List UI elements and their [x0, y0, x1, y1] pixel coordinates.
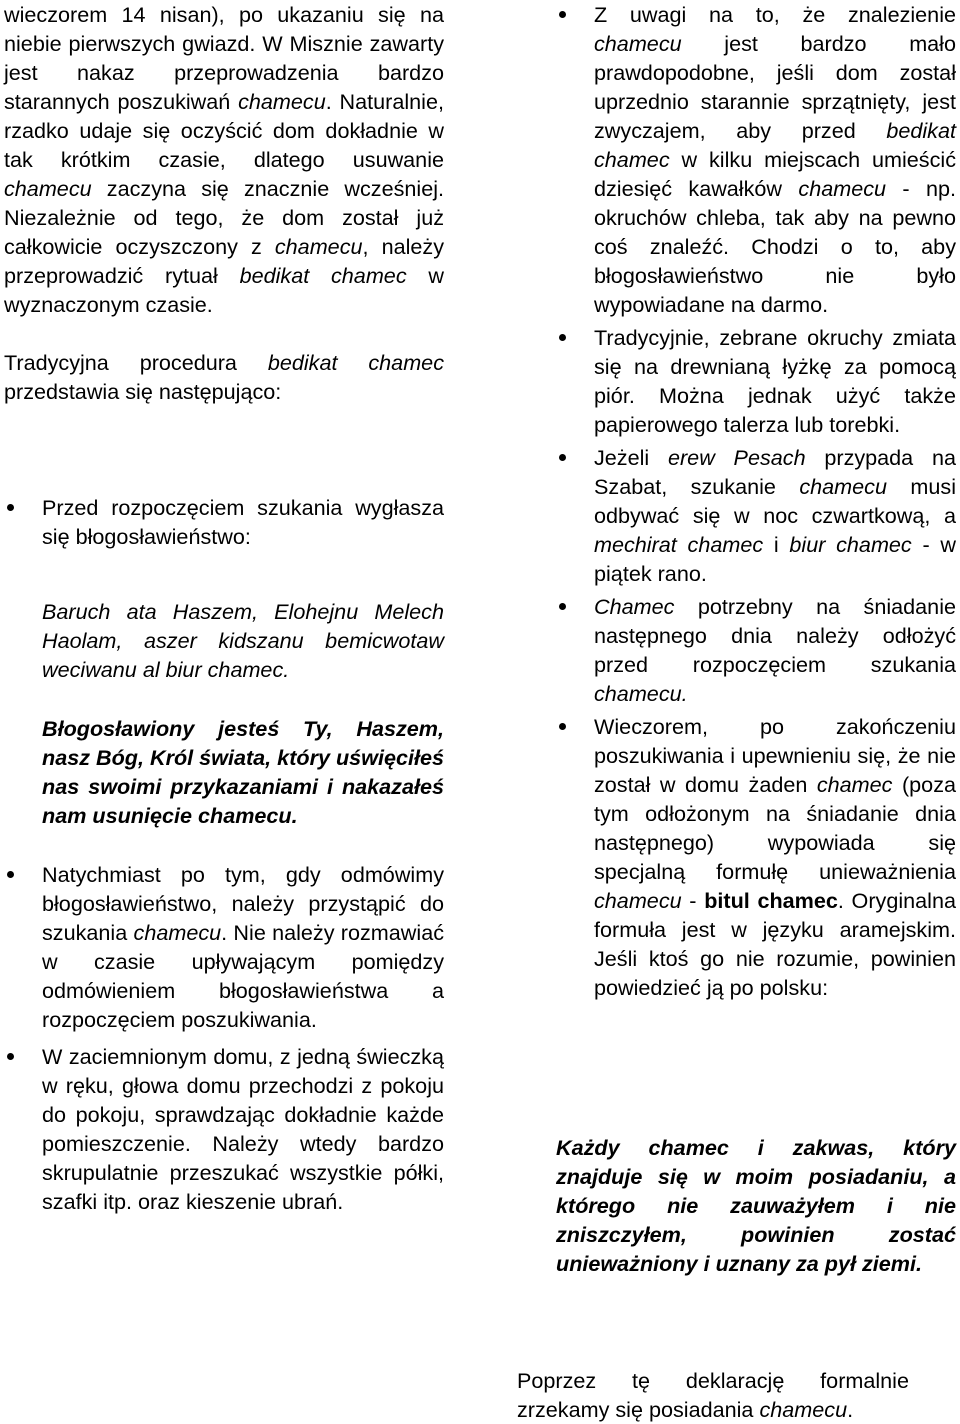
- text-run: . Naturalnie, rzadko udaje się oczyścić dom dokładnie w tak krótkim czasie, dlatego usuwanie: [4, 89, 444, 172]
- text-run: i: [763, 532, 790, 557]
- text-run: chamecu: [594, 31, 682, 56]
- bullet-ten-pieces: [556, 0, 956, 319]
- text-run: bedikat chamec: [594, 118, 956, 172]
- text-run: w wyznaczonym czasie.: [4, 263, 444, 317]
- text-run: bedikat chamec: [267, 350, 444, 375]
- text-run: zaczyna się znacznie wcześniej. Niezależnie od tego, że dom został już całkowicie oczyszczony z: [4, 176, 444, 259]
- text-run: chamecu: [759, 1397, 848, 1422]
- blessing-translation: Błogosławiony jesteś Ty, Haszem, nasz Bóg, Król świata, który uświęciłeś nas swoimi przykazaniami i nakazałeś nam usunięcie chamecu.: [42, 716, 445, 828]
- text-run: bitul chamec: [704, 888, 838, 913]
- bullet-bitul: [556, 712, 956, 1002]
- bullet-shabbat: [556, 443, 956, 588]
- text-run: - np. okruchów chleba, tak aby na pewno coś znaleźć. Chodzi o to, aby błogosławieństwo nie było wypowiadane na darmo.: [594, 176, 956, 317]
- text-run: wieczorem 14 nisan), po ukazaniu się na niebie pierwszych gwiazd. W Misznie zawarty jest nakaz przeprowadzenia bardzo starannych poszukiwań: [4, 2, 444, 114]
- text-run: w kilku miejscach umieścić dziesięć kawałków: [594, 147, 956, 201]
- blessing-transliteration: Baruch ata Haszem, Elohejnu Melech Haolam, aszer kidszanu bemicwotaw weciwanu al biur chamec.: [42, 599, 444, 682]
- text-run: , należy przeprowadzić rytuał: [4, 234, 445, 288]
- text-run: przypada na Szabat, szukanie: [594, 445, 956, 499]
- text-run: Tradycyjnie, zebrane okruchy zmiata się na drewnianą łyżkę za pomocą piór. Można jednak użyć także papierowego talerza lub torebki.: [594, 325, 956, 437]
- paragraph-procedure-intro: [4, 348, 444, 406]
- text-run: Tradycyjna procedura: [4, 350, 268, 375]
- right-column: [556, 0, 956, 1002]
- text-run: .: [847, 1397, 854, 1422]
- text-run: chamecu: [4, 176, 92, 201]
- text-run: potrzebny na śniadanie następnego dnia należy odłożyć przed rozpoczęciem szukania: [594, 594, 956, 677]
- text-run: chamecu: [799, 474, 887, 499]
- text-run: musi odbywać się w noc czwartkową, a: [594, 474, 957, 528]
- text-run: - w piątek rano.: [594, 532, 956, 586]
- text-run: chamec: [816, 772, 893, 797]
- text-run: mechirat chamec: [594, 532, 764, 557]
- bullet-crumbs: [556, 323, 956, 439]
- bitul-declaration: Każdy chamec i zakwas, który znajduje się w moim posiadaniu, a którego nie zauważyłem i nie zniszczyłem, powinien zostać unieważniony i uznany za pył ziemi.: [556, 1135, 956, 1276]
- declaration-block: [556, 1133, 956, 1278]
- bullet-blessing-intro: Przed rozpoczęciem szukania wygłasza się błogosławieństwo:: [4, 493, 444, 551]
- text-run: chamecu: [798, 176, 887, 201]
- text-run: biur chamec: [789, 532, 912, 557]
- bullet-start-search: [4, 860, 444, 1034]
- text-run: Poprzez tę deklarację formalnie zrzekamy się posiadania: [517, 1368, 909, 1422]
- left-column: [4, 0, 444, 1216]
- text-run: Chamec: [594, 594, 675, 619]
- text-run: chamecu: [274, 234, 363, 259]
- text-run: chamecu: [133, 920, 222, 945]
- text-run: Jeżeli: [594, 445, 668, 470]
- text-run: . Nie należy rozmawiać w czasie upływającym pomiędzy odmówieniem błogosławieństwa a rozpoczęciem poszukiwania.: [42, 920, 444, 1032]
- final-paragraph: [517, 1366, 909, 1424]
- text-run: -: [681, 888, 705, 913]
- text-run: erew Pesach: [667, 445, 806, 470]
- text-run: . Oryginalna formuła jest w języku aramejskim. Jeśli ktoś go nie rozumie, powinien powiedzieć ją po polsku:: [594, 888, 956, 1000]
- text-run: (poza tym odłożonym na śniadanie dnia następnego) wypowiada się specjalną formułę unieważnienia: [594, 772, 956, 884]
- text-run: Z uwagi na to, że znalezienie: [594, 2, 956, 27]
- bullet-breakfast: [556, 592, 956, 708]
- text-run: Natychmiast po tym, gdy odmówimy błogosławieństwo, należy przystąpić do szukania: [42, 862, 444, 945]
- final-block: [517, 1366, 909, 1424]
- text-run: chamecu: [594, 888, 682, 913]
- bullet-dark-house: W zaciemnionym domu, z jedną świeczką w ręku, głowa domu przechodzi z pokoju do pokoju, sprawdzając dokładnie każde pomieszczenie. Należy wtedy bardzo skrupulatnie przeszukać wszystkie półki, szafki itp. oraz kieszenie ubrań.: [4, 1042, 444, 1216]
- paragraph-intro: [4, 0, 444, 319]
- text-run: chamecu.: [594, 681, 688, 706]
- text-run: przedstawia się następująco:: [4, 379, 282, 404]
- text-run: Wieczorem, po zakończeniu poszukiwania i upewnieniu się, że nie został w domu żaden: [594, 714, 956, 797]
- text-run: chamecu: [238, 89, 326, 114]
- text-run: jest bardzo mało prawdopodobne, jeśli dom został uprzednio starannie sprzątnięty, jest zwyczajem, aby przed: [594, 31, 956, 143]
- text-run: bedikat chamec: [239, 263, 407, 288]
